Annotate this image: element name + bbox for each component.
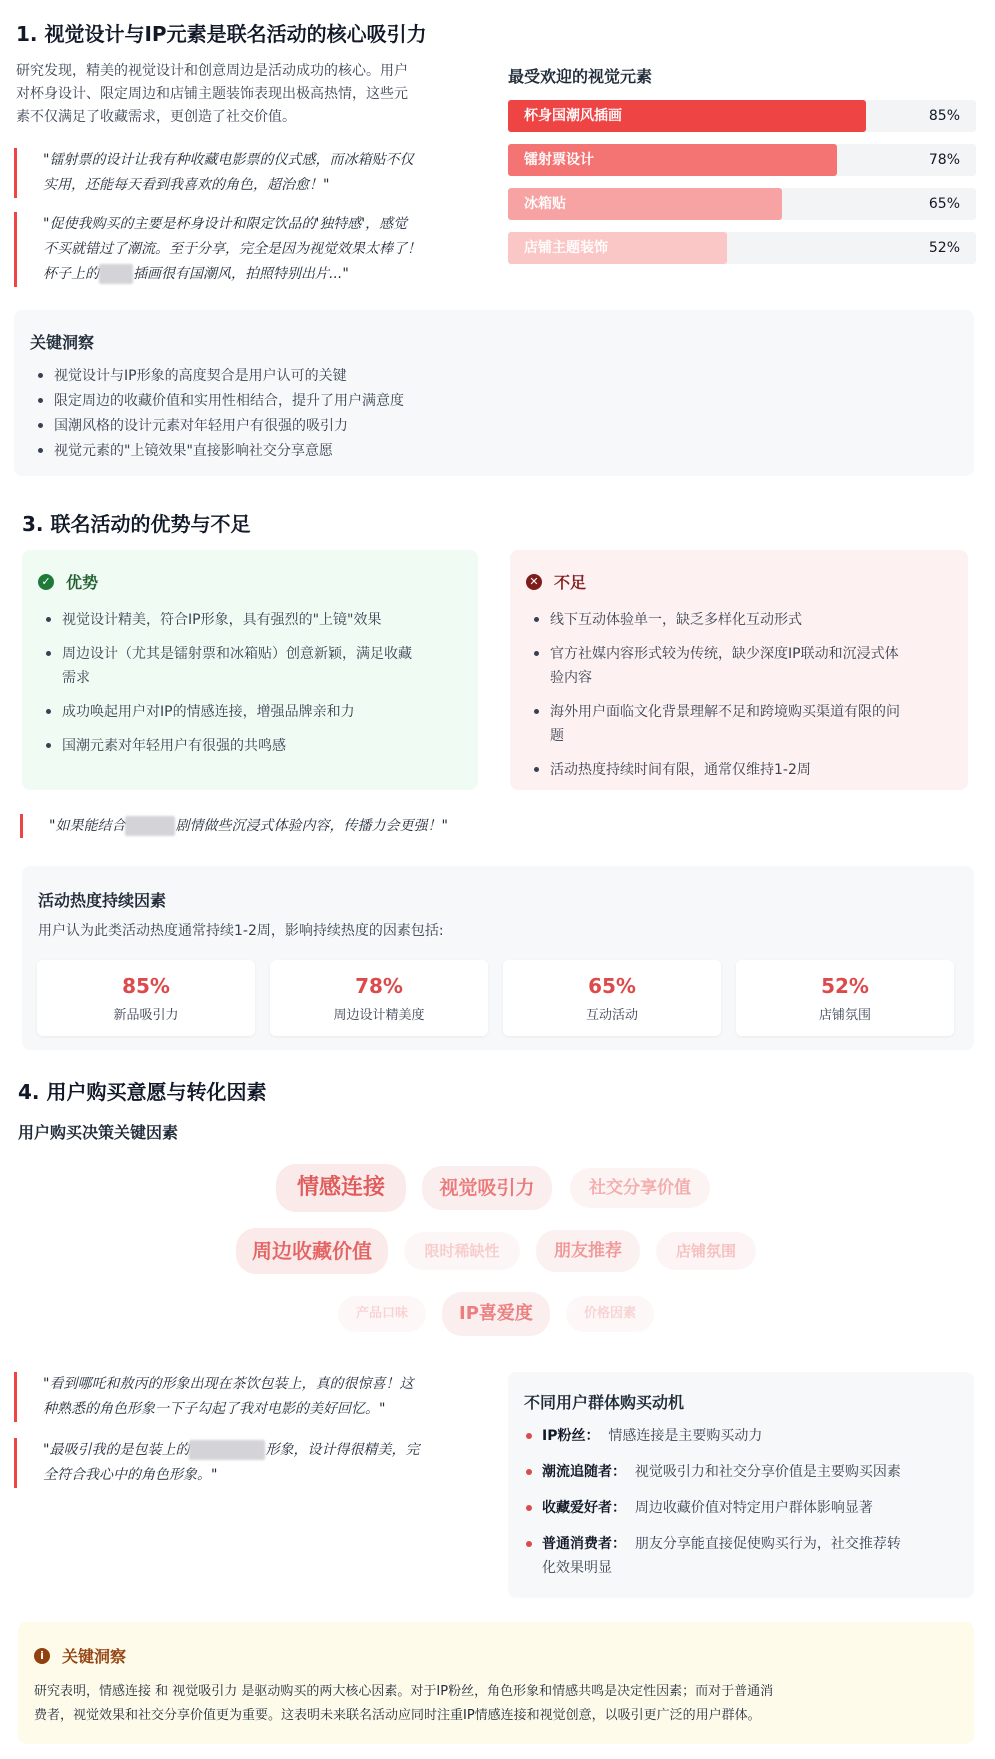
group-motive: 化效果明显 (542, 1560, 612, 1576)
intro-line: 素不仅满足了收藏需求，更创造了社交价值。 (16, 109, 296, 125)
stat-value: 85% (122, 974, 170, 998)
section3-title: 3. 联名活动的优势与不足 (22, 512, 251, 536)
item-text: 验内容 (550, 670, 592, 686)
quote-text: 插画很有国潮风，拍照特别出片..." (133, 266, 349, 282)
factor-tag: 周边收藏价值 (236, 1228, 388, 1274)
factor-tag: 价格因素 (566, 1296, 654, 1332)
user-quote (14, 212, 483, 287)
bar-value-label: 78% (928, 152, 960, 168)
redacted-block (99, 264, 133, 284)
list-item: 限定周边的收藏价值和实用性相结合，提升了用户满意度 (34, 389, 404, 414)
final-insight-card (18, 1622, 974, 1744)
factor-tag: 产品口味 (338, 1296, 426, 1332)
stat-card (37, 960, 255, 1036)
check-circle-icon: ✓ (38, 574, 54, 590)
quote-text: 杯子上的 (43, 266, 99, 282)
bar-label: 冰箱贴 (524, 196, 566, 212)
quote-text: 剧情做些沉浸式体验内容，传播力会更强！" (175, 818, 448, 834)
cons-title: 不足 (554, 573, 587, 592)
final-insight-text (34, 1680, 964, 1728)
list-item (42, 642, 462, 690)
group-name: 普通消费者： (542, 1536, 626, 1552)
list-item (42, 700, 462, 724)
group-name: 收藏爱好者： (542, 1500, 626, 1516)
list-item (530, 642, 950, 690)
pros-list (42, 608, 462, 758)
final-insight-title: 关键洞察 (62, 1647, 127, 1666)
cons-header (526, 570, 586, 593)
stat-value: 65% (588, 974, 636, 998)
factor-tag: IP喜爱度 (442, 1292, 550, 1336)
user-motives-title: 不同用户群体购买动机 (524, 1393, 685, 1412)
bar-value-label: 65% (928, 196, 960, 212)
list-item: 国潮风格的设计元素对年轻用户有很强的吸引力 (34, 414, 404, 439)
list-item: 视觉设计与IP形象的高度契合是用户认可的关键 (34, 364, 404, 389)
intro-line: 对杯身设计、限定周边和店铺主题装饰表现出极高热情，这些元 (16, 86, 408, 102)
quote-line (43, 1438, 499, 1463)
key-insight-card (14, 310, 974, 476)
stat-card (736, 960, 954, 1036)
item-text: 海外用户面临文化背景理解不足和跨境购买渠道有限的问 (550, 704, 900, 720)
pros-header (38, 570, 98, 593)
quote-line: 实用，还能每天看到我喜欢的角色，超治愈！" (43, 177, 330, 193)
quote-line: 不买就错过了潮流。至于分享，完全是因为视觉效果太棒了！ (43, 241, 421, 257)
group-motive: 朋友分享能直接促使购买行为，社交推荐转 (634, 1536, 901, 1552)
redacted-block (125, 816, 175, 836)
list-item (42, 608, 462, 632)
insight-line: 费者，视觉效果和社交分享价值更为重要。这表明未来联名活动应同时注重IP情感连接和视觉创意，以吸引更广泛的用户群体。 (34, 1708, 761, 1723)
quote-line: 全符合我心中的角色形象。" (43, 1467, 218, 1483)
factor-tag: 情感连接 (276, 1164, 406, 1212)
bar-label: 杯身国潮风插画 (524, 108, 622, 124)
pros-card (22, 550, 478, 790)
list-item (524, 1532, 964, 1580)
item-text: 题 (550, 728, 564, 744)
factor-tag: 社交分享价值 (570, 1168, 710, 1208)
quote-line: 种熟悉的角色形象一下子勾起了我对电影的美好回忆。" (43, 1401, 386, 1417)
x-circle-icon: ✕ (526, 574, 542, 590)
chart-title: 最受欢迎的视觉元素 (508, 67, 653, 86)
stat-label: 店铺氛围 (818, 1008, 871, 1023)
bar-label: 店铺主题装饰 (524, 240, 608, 256)
bar-label: 镭射票设计 (524, 152, 594, 168)
stat-label: 新品吸引力 (113, 1008, 179, 1023)
cons-card (510, 550, 968, 790)
cons-list (530, 608, 950, 782)
quote-line: "镭射票的设计让我有种收藏电影票的仪式感，而冰箱贴不仅 (43, 152, 414, 168)
quote-text: "最吸引我的是包装上的 (43, 1442, 190, 1458)
stat-card (503, 960, 721, 1036)
intro-line: 研究发现，精美的视觉设计和创意周边是活动成功的核心。用户 (16, 63, 408, 79)
list-item (524, 1424, 964, 1448)
factor-tag: 限时稀缺性 (404, 1232, 520, 1270)
factor-tag: 店铺氛围 (656, 1232, 756, 1270)
quote-text: "如果能结合 (49, 818, 126, 834)
stat-label: 周边设计精美度 (333, 1008, 425, 1023)
item-text: 周边设计（尤其是镭射票和冰箱贴）创意新颖，满足收藏 (62, 646, 412, 662)
bar-row (508, 144, 976, 176)
item-text: 活动热度持续时间有限，通常仅维持1-2周 (550, 762, 811, 778)
group-name: 潮流追随者： (542, 1464, 626, 1480)
bar-row (508, 232, 976, 264)
factor-tag: 朋友推荐 (536, 1230, 640, 1272)
item-text: 国潮元素对年轻用户有很强的共鸣感 (62, 738, 286, 754)
group-motive: 情感连接是主要购买动力 (608, 1428, 763, 1444)
section4-title: 4. 用户购买意愿与转化因素 (18, 1080, 267, 1104)
factor-tag: 视觉吸引力 (422, 1166, 552, 1210)
stat-card (270, 960, 488, 1036)
group-motive: 视觉吸引力和社交分享价值是主要购买因素 (634, 1464, 901, 1480)
quote-line: "看到哪吒和敖丙的形象出现在茶饮包装上，真的很惊喜！这 (43, 1376, 414, 1392)
final-insight-header (34, 1644, 126, 1667)
section1-intro (16, 60, 486, 129)
list-item (530, 700, 950, 748)
list-item (42, 734, 462, 758)
list-item (524, 1496, 964, 1520)
key-insight-list (34, 364, 404, 464)
stat-value: 78% (355, 974, 403, 998)
group-motive: 周边收藏价值对特定用户群体影响显著 (634, 1500, 873, 1516)
list-item (530, 758, 950, 782)
heat-factors-title: 活动热度持续因素 (38, 891, 167, 910)
key-insight-title: 关键洞察 (30, 333, 95, 352)
item-text: 线下互动体验单一，缺乏多样化互动形式 (550, 612, 802, 628)
user-quote (14, 148, 483, 198)
section1-title: 1. 视觉设计与IP元素是联名活动的核心吸引力 (16, 22, 427, 46)
heat-factors-desc: 用户认为此类活动热度通常持续1-2周，影响持续热度的因素包括: (38, 923, 444, 939)
group-name: IP粉丝： (542, 1428, 600, 1444)
user-motives-list (524, 1424, 964, 1580)
item-text: 官方社媒内容形式较为传统，缺少深度IP联动和沉浸式体 (550, 646, 899, 662)
quote-line (43, 262, 483, 287)
redacted-block (189, 1440, 265, 1460)
list-item: 视觉元素的"上镜效果"直接影响社交分享意愿 (34, 439, 404, 464)
pros-title: 优势 (66, 573, 99, 592)
user-quote (20, 814, 949, 838)
insight-line: 研究表明，情感连接 和 视觉吸引力 是驱动购买的两大核心因素。对于IP粉丝，角色形象和情感共鸣是决定性因素；而对于普通消 (34, 1684, 774, 1699)
item-text: 需求 (62, 670, 90, 686)
quote-line: "促使我购买的主要是杯身设计和限定饮品的'独特感'，感觉 (43, 216, 408, 232)
stat-label: 互动活动 (585, 1008, 638, 1023)
info-circle-icon: i (34, 1648, 50, 1664)
bar-value-label: 52% (928, 240, 960, 256)
list-item (530, 608, 950, 632)
item-text: 视觉设计精美，符合IP形象，具有强烈的"上镜"效果 (62, 612, 382, 628)
stat-value: 52% (821, 974, 869, 998)
user-motives-card (508, 1372, 974, 1598)
user-quote (14, 1438, 499, 1488)
list-item (524, 1460, 964, 1484)
quote-text: 形象，设计得很精美，完 (265, 1442, 420, 1458)
bar-row (508, 188, 976, 220)
bar-row (508, 100, 976, 132)
section4-subtitle: 用户购买决策关键因素 (18, 1123, 179, 1142)
bar-value-label: 85% (928, 108, 960, 124)
user-quote (14, 1372, 499, 1422)
item-text: 成功唤起用户对IP的情感连接，增强品牌亲和力 (62, 704, 355, 720)
